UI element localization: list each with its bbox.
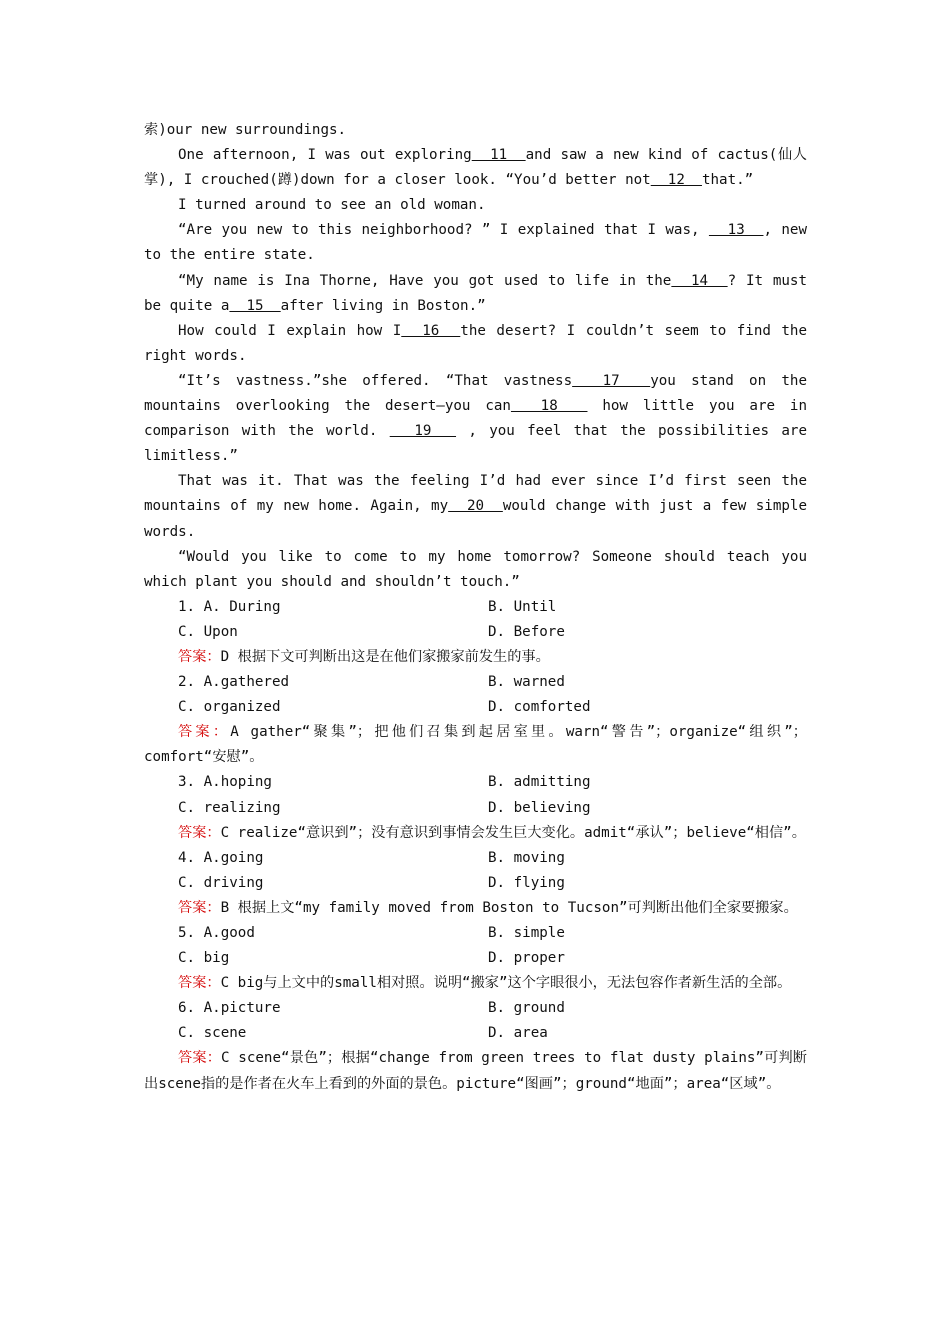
passage-paragraph: “Would you like to come to my home tomorrow? Someone should teach you which plant you should and shouldn’t touch.”	[144, 548, 807, 590]
question-block	[144, 595, 807, 670]
blank-11: 11	[471, 147, 526, 164]
answer-label: 答案：	[178, 899, 221, 916]
option-b: B. warned	[488, 674, 565, 691]
option-d: D. proper	[488, 950, 565, 967]
option-row	[144, 996, 807, 1021]
answer-label: 答案：	[178, 1050, 222, 1067]
option-row	[144, 695, 807, 720]
option-a: 1. A. During	[178, 598, 281, 615]
option-row	[144, 871, 807, 896]
answer-label: 答案：	[178, 648, 221, 665]
option-d: D. comforted	[488, 699, 591, 716]
blank-20: 20	[448, 498, 503, 515]
passage-paragraph: One afternoon, I was out exploring 11 and saw a new kind of cactus(仙人掌), I crouched(蹲)down for a closer look. “You’d better not 12 that.”	[144, 147, 807, 189]
answer-explanation: 答案：B 根据上文“my family moved from Boston to Tucson”可判断出他们全家要搬家。	[178, 899, 798, 916]
answer-explanation: 答案：D 根据下文可判断出这是在他们家搬家前发生的事。	[178, 648, 550, 665]
option-b: B. Until	[488, 598, 557, 615]
option-c: C. Upon	[178, 623, 238, 640]
option-row	[144, 595, 807, 620]
option-row	[144, 670, 807, 695]
option-row	[144, 946, 807, 971]
option-b: B. ground	[488, 1000, 565, 1017]
option-c: C. scene	[178, 1025, 247, 1042]
document-page	[144, 118, 807, 1097]
answer-explanation: 答案：C realize“意识到”；没有意识到事情会发生巨大变化。admit“承认”；believe“相信”。	[178, 824, 806, 841]
option-a: 4. A.going	[178, 849, 264, 866]
blank-19: 19	[389, 423, 457, 440]
passage-paragraph: I turned around to see an old woman.	[178, 197, 486, 214]
option-d: D. area	[488, 1025, 548, 1042]
option-row	[144, 846, 807, 871]
option-d: D. believing	[488, 799, 591, 816]
question-block	[144, 846, 807, 921]
question-block	[144, 921, 807, 996]
option-d: D. Before	[488, 623, 565, 640]
question-block	[144, 670, 807, 770]
answer-label: 答案：	[178, 975, 221, 992]
answer-explanation: 答案：C big与上文中的small相对照。说明“搬家”这个字眼很小，无法包容作者新生活的全部。	[178, 975, 792, 992]
question-block	[144, 996, 807, 1096]
blank-17: 17	[572, 372, 651, 389]
blank-13: 13	[708, 222, 764, 239]
option-a: 6. A.picture	[178, 1000, 281, 1017]
option-row	[144, 770, 807, 795]
blank-14: 14	[671, 272, 728, 289]
option-c: C. big	[178, 950, 230, 967]
answer-explanation: 答案：A gather“聚集”；把他们召集到起居室里。warn“警告”；organize“组织”；comfort“安慰”。	[144, 724, 807, 766]
option-b: B. moving	[488, 849, 565, 866]
answer-label: 答案：	[178, 724, 231, 741]
option-d: D. flying	[488, 874, 565, 891]
passage-paragraph: 索)our new surroundings.	[144, 122, 347, 138]
option-row	[144, 921, 807, 946]
option-row	[144, 1021, 807, 1046]
option-b: B. admitting	[488, 774, 591, 791]
option-c: C. driving	[178, 874, 264, 891]
passage-paragraph: “It’s vastness.”she offered. “That vastness 17 you stand on the mountains overlooking the desert—you can 18 how little you are in comparison with the world. 19 , you feel that the possibilities are limitless.”	[144, 372, 808, 465]
passage-paragraph: How could I explain how I 16 the desert? I couldn’t seem to find the right words.	[144, 322, 808, 364]
passage-paragraph: “My name is Ina Thorne, Have you got used to life in the 14 ? It must be quite a 15 after living in Boston.”	[144, 272, 808, 314]
answer-label: 答案：	[178, 824, 221, 841]
option-row	[144, 796, 807, 821]
option-c: C. organized	[178, 699, 281, 716]
option-row	[144, 620, 807, 645]
blank-16: 16	[401, 322, 461, 339]
blank-12: 12	[650, 172, 702, 189]
answer-explanation: 答案：C scene“景色”；根据“change from green trees to flat dusty plains”可判断出scene指的是作者在火车上看到的外面的景色。picture“图画”；ground“地面”；area“区域”。	[144, 1050, 807, 1092]
passage-paragraph: “Are you new to this neighborhood? ” I explained that I was, 13 , new to the entire state.	[144, 222, 807, 264]
option-a: 2. A.gathered	[178, 674, 290, 691]
blank-18: 18	[510, 398, 588, 415]
option-c: C. realizing	[178, 799, 281, 816]
blank-15: 15	[229, 297, 281, 314]
question-block	[144, 770, 807, 845]
option-a: 3. A.hoping	[178, 774, 272, 791]
passage-paragraph: That was it. That was the feeling I’d had ever since I’d first seen the mountains of my new home. Again, my 20 would change with just a few simple words.	[144, 473, 807, 540]
option-b: B. simple	[488, 925, 565, 941]
option-a: 5. A.good	[178, 925, 255, 941]
